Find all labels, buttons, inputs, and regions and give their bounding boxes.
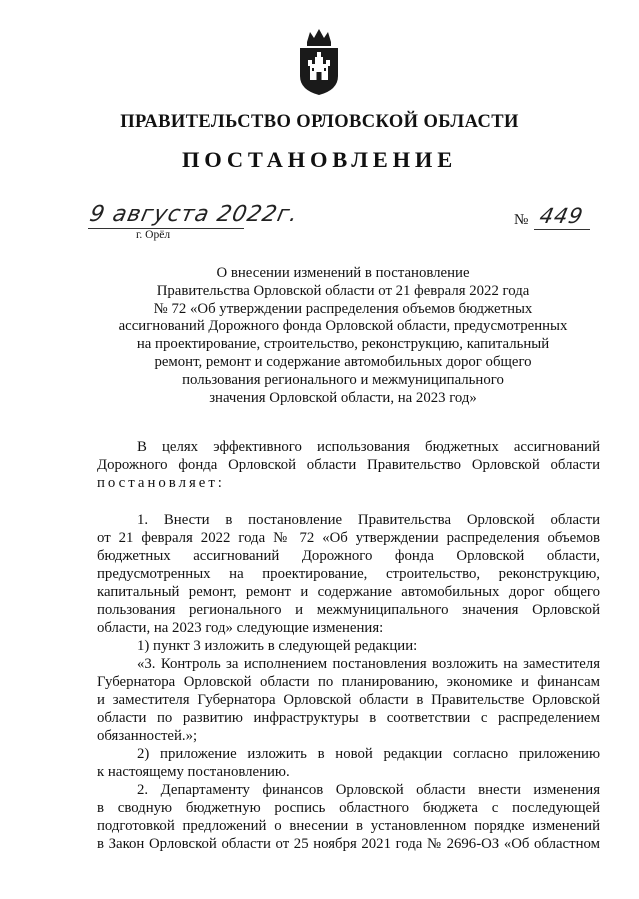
- sub1-line: «3. Контроль за исполнением постановления возложить на заместителя: [137, 656, 600, 672]
- item1-line: 1. Внести в постановление Правительства Орловской области: [137, 512, 600, 528]
- document-type: ПОСТАНОВЛЕНИЕ: [182, 147, 457, 172]
- preamble-line: Дорожного фонда Орловской области Правительство Орловской области: [97, 457, 600, 473]
- resolves-word: постановляет:: [97, 475, 225, 491]
- item1-line: бюджетных ассигнований Дорожного фонда Орловской области,: [97, 548, 600, 564]
- number-label: №: [514, 212, 529, 228]
- subject-line: пользования регионального и межмуниципального: [182, 371, 504, 388]
- handwritten-date: 9 августа 2022г.: [87, 202, 301, 227]
- subject-line: значения Орловской области, на 2023 год»: [209, 389, 477, 406]
- sub1-line: обязанностей.»;: [97, 728, 198, 744]
- sub1-line: и заместителя Губернатора Орловской области в Правительстве Орловской: [97, 692, 600, 708]
- sub1-intro: 1) пункт 3 изложить в следующей редакции:: [137, 638, 418, 654]
- subject-line: № 72 «Об утверждении распределения объемов бюджетных: [153, 300, 533, 317]
- item1-line: пользования регионального и межмуниципального значения Орловской: [97, 602, 600, 618]
- document-subject: [96, 265, 590, 407]
- item2-line: в Закон Орловской области от 25 ноября 2021 года № 2696-ОЗ «Об областном: [97, 836, 600, 852]
- item1-line: капитальный ремонт, ремонт и содержание автомобильных дорог общего: [97, 584, 600, 600]
- government-title: ПРАВИТЕЛЬСТВО ОРЛОВСКОЙ ОБЛАСТИ: [120, 112, 519, 132]
- subject-line: О внесении изменений в постановление: [216, 265, 470, 281]
- sub2-line: к настоящему постановлению.: [97, 764, 290, 780]
- sub2-line: 2) приложение изложить в новой редакции согласно приложению: [137, 746, 600, 762]
- preamble-line: В целях эффективного использования бюджетных ассигнований: [137, 439, 600, 455]
- document-body: [97, 438, 600, 853]
- subject-line: ассигнований Дорожного фонда Орловской области, предусмотренных: [118, 318, 568, 335]
- sub1-line: Губернатора Орловской области по планированию, экономике и финансам: [97, 674, 600, 690]
- item1-line: от 21 февраля 2022 года № 72 «Об утверждении распределения объемов: [97, 530, 600, 546]
- item1-line: предусмотренных на проектирование, строительство, реконструкцию,: [97, 566, 600, 582]
- item1-line: области, на 2023 год» следующие изменения:: [97, 620, 384, 636]
- subject-line: Правительства Орловской области от 21 февраля 2022 года: [156, 282, 530, 299]
- city-label: г. Орёл: [136, 229, 171, 241]
- item2-line: подготовкой предложений о внесении в установленном порядке изменений: [97, 818, 600, 834]
- subject-line: ремонт, ремонт и содержание автомобильных дорог общего: [154, 353, 532, 370]
- handwritten-number: 449: [537, 204, 586, 228]
- item2-line: в сводную бюджетную роспись областного бюджета с последующей: [97, 800, 600, 816]
- subject-line: на проектирование, строительство, реконструкцию, капитальный: [136, 336, 550, 353]
- coat-of-arms-icon: [297, 28, 341, 96]
- sub1-line: области по развитию инфраструктуры в соответствии с распределением: [97, 710, 600, 726]
- item2-line: 2. Департаменту финансов Орловской области внести изменения: [137, 782, 600, 798]
- number-underline: [534, 229, 590, 230]
